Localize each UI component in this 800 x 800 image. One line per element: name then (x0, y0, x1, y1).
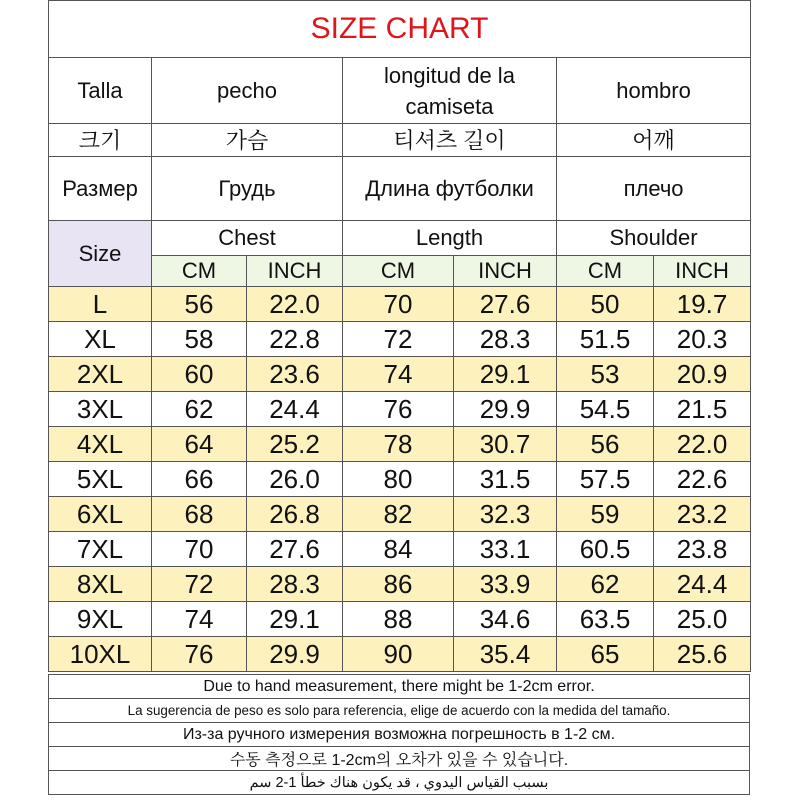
table-row (49, 322, 751, 357)
chest-label-ru: Грудь (152, 157, 343, 221)
size-cell: 3XL (49, 392, 152, 427)
chest-label-es: pecho (152, 58, 343, 124)
measurement-cell: 76 (152, 637, 247, 672)
measurement-cell: 62 (152, 392, 247, 427)
measurement-cell: 53 (557, 357, 654, 392)
measurement-cell: 19.7 (654, 287, 751, 322)
size-chart-table (48, 0, 751, 672)
table-row (49, 357, 751, 392)
measurement-cell: 70 (343, 287, 454, 322)
measurement-cell: 74 (152, 602, 247, 637)
unit-header: CM (343, 256, 454, 287)
measurement-cell: 59 (557, 497, 654, 532)
size-cell: XL (49, 322, 152, 357)
measurement-cell: 27.6 (454, 287, 557, 322)
size-chart-sheet (48, 0, 750, 800)
measurement-cell: 34.6 (454, 602, 557, 637)
measurement-cell: 27.6 (247, 532, 343, 567)
length-label-es: longitud de la camiseta (343, 58, 557, 124)
chest-header: Chest (152, 221, 343, 256)
measurement-cell: 33.9 (454, 567, 557, 602)
chart-title: SIZE CHART (49, 1, 751, 58)
measurement-cell: 64 (152, 427, 247, 462)
measurement-cell: 65 (557, 637, 654, 672)
measurement-cell: 24.4 (654, 567, 751, 602)
measurement-cell: 51.5 (557, 322, 654, 357)
size-cell: 9XL (49, 602, 152, 637)
shoulder-label-ru: плечо (557, 157, 751, 221)
measurement-cell: 50 (557, 287, 654, 322)
unit-header: INCH (247, 256, 343, 287)
measurement-cell: 29.1 (454, 357, 557, 392)
size-cell: L (49, 287, 152, 322)
table-row (49, 462, 751, 497)
note-es: La sugerencia de peso es solo para referencia, elige de acuerdo con la medida del tamaño. (49, 699, 750, 723)
measurement-cell: 23.2 (654, 497, 751, 532)
measurement-cell: 21.5 (654, 392, 751, 427)
size-cell: 7XL (49, 532, 152, 567)
measurement-cell: 90 (343, 637, 454, 672)
measurement-cell: 60.5 (557, 532, 654, 567)
measurement-cell: 20.3 (654, 322, 751, 357)
measurement-cell: 74 (343, 357, 454, 392)
size-cell: 6XL (49, 497, 152, 532)
size-label-ru: Размер (49, 157, 152, 221)
note-ru: Из-за ручного измерения возможна погрешность в 1-2 см. (49, 723, 750, 747)
table-row (49, 287, 751, 322)
size-label-ko: 크기 (49, 124, 152, 157)
measurement-cell: 22.0 (654, 427, 751, 462)
measurement-cell: 66 (152, 462, 247, 497)
length-label-ko: 티셔츠 길이 (343, 124, 557, 157)
shoulder-label-ko: 어깨 (557, 124, 751, 157)
size-cell: 8XL (49, 567, 152, 602)
length-header: Length (343, 221, 557, 256)
measurement-cell: 56 (152, 287, 247, 322)
unit-header: CM (152, 256, 247, 287)
measurement-cell: 25.0 (654, 602, 751, 637)
table-row (49, 637, 751, 672)
unit-header: INCH (654, 256, 751, 287)
measurement-cell: 25.2 (247, 427, 343, 462)
measurement-cell: 68 (152, 497, 247, 532)
size-cell: 4XL (49, 427, 152, 462)
measurement-cell: 23.8 (654, 532, 751, 567)
note-en: Due to hand measurement, there might be 1-2cm error. (49, 675, 750, 699)
measurement-cell: 28.3 (247, 567, 343, 602)
measurement-cell: 26.0 (247, 462, 343, 497)
table-row (49, 427, 751, 462)
unit-header: INCH (454, 256, 557, 287)
measurement-cell: 84 (343, 532, 454, 567)
measurement-cell: 86 (343, 567, 454, 602)
shoulder-header: Shoulder (557, 221, 751, 256)
measurement-cell: 54.5 (557, 392, 654, 427)
size-label-es: Talla (49, 58, 152, 124)
measurement-cell: 57.5 (557, 462, 654, 497)
note-ar: بسبب القياس اليدوي ، قد يكون هناك خطأ 1-2 سم (49, 771, 750, 795)
measurement-cell: 20.9 (654, 357, 751, 392)
measurement-cell: 23.6 (247, 357, 343, 392)
measurement-cell: 30.7 (454, 427, 557, 462)
measurement-cell: 58 (152, 322, 247, 357)
measurement-cell: 26.8 (247, 497, 343, 532)
table-row (49, 497, 751, 532)
measurement-cell: 76 (343, 392, 454, 427)
measurement-cell: 70 (152, 532, 247, 567)
table-row (49, 392, 751, 427)
measurement-cell: 24.4 (247, 392, 343, 427)
measurement-cell: 33.1 (454, 532, 557, 567)
measurement-cell: 60 (152, 357, 247, 392)
size-cell: 5XL (49, 462, 152, 497)
size-column-header: Size (49, 221, 152, 287)
size-cell: 2XL (49, 357, 152, 392)
measurement-cell: 35.4 (454, 637, 557, 672)
chest-label-ko: 가슴 (152, 124, 343, 157)
measurement-cell: 63.5 (557, 602, 654, 637)
note-ko: 수동 측정으로 1-2cm의 오차가 있을 수 있습니다. (49, 747, 750, 771)
measurement-cell: 80 (343, 462, 454, 497)
shoulder-label-es: hombro (557, 58, 751, 124)
size-cell: 10XL (49, 637, 152, 672)
measurement-cell: 31.5 (454, 462, 557, 497)
measurement-cell: 72 (343, 322, 454, 357)
measurement-cell: 82 (343, 497, 454, 532)
measurement-cell: 88 (343, 602, 454, 637)
measurement-cell: 29.1 (247, 602, 343, 637)
measurement-cell: 25.6 (654, 637, 751, 672)
measurement-cell: 78 (343, 427, 454, 462)
unit-header: CM (557, 256, 654, 287)
measurement-cell: 56 (557, 427, 654, 462)
measurement-cell: 22.8 (247, 322, 343, 357)
table-row (49, 602, 751, 637)
length-label-ru: Длина футболки (343, 157, 557, 221)
measurement-cell: 62 (557, 567, 654, 602)
table-row (49, 567, 751, 602)
measurement-cell: 22.6 (654, 462, 751, 497)
measurement-cell: 28.3 (454, 322, 557, 357)
measurement-cell: 32.3 (454, 497, 557, 532)
notes-table (48, 674, 750, 795)
measurement-cell: 29.9 (454, 392, 557, 427)
measurement-cell: 72 (152, 567, 247, 602)
measurement-cell: 29.9 (247, 637, 343, 672)
table-row (49, 532, 751, 567)
measurement-cell: 22.0 (247, 287, 343, 322)
